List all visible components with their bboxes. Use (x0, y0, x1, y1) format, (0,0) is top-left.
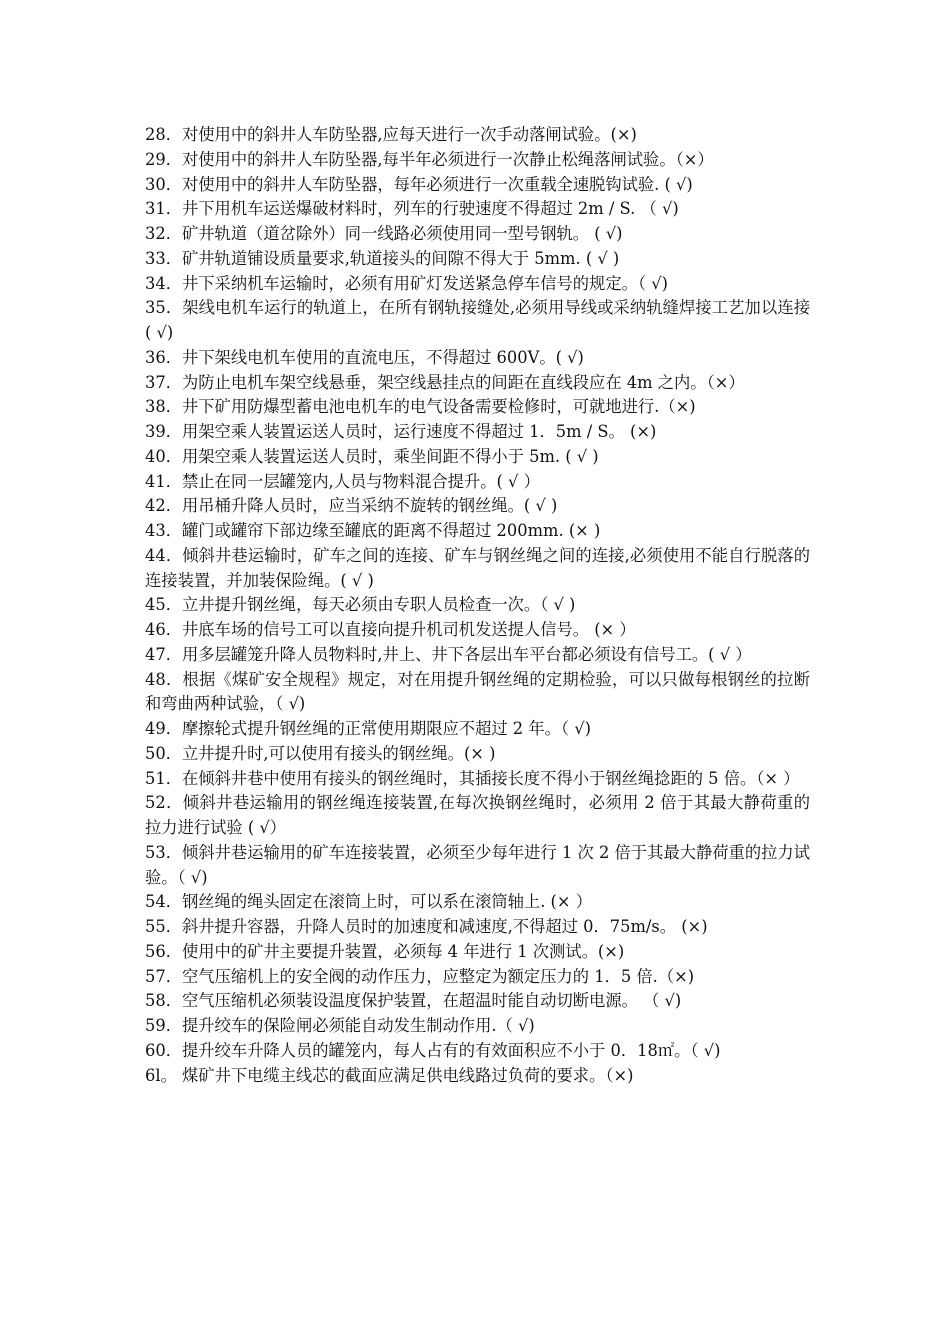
question-item: 43．罐门或罐帘下部边缘至罐底的距离不得超过 200mm. (× ) (145, 521, 601, 540)
question-item: 40．用架空乘人装置运送人员时，乘坐间距不得小于 5m. ( √ ) (145, 446, 599, 466)
question-item: 57．空气压缩机上的安全阀的动作压力，应整定为额定压力的 1．5 倍.（×) (145, 966, 695, 986)
question-item: 42．用吊桶升降人员时，应当采纳不旋转的钢丝绳。( √ ) (145, 496, 558, 516)
question-item: 6l。 煤矿井下电缆主线芯的截面应满足供电线路过负荷的要求。（×) (145, 1065, 634, 1085)
question-item: 56．使用中的矿井主要提升装置，必须每 4 年进行 1 次测试。(×) (145, 941, 625, 961)
question-item: 34．井下采纳机车运输时，必须有用矿灯发送紧急停车信号的规定。（ √) (145, 273, 668, 293)
question-item: 36．井下架线电机车使用的直流电压，不得超过 600V。( √) (145, 347, 584, 367)
question-item: 31．井下用机车运送爆破材料时，列车的行驶速度不得超过 2m / S. （ √) (145, 199, 679, 219)
question-item: 29．对使用中的斜井人车防坠器,每半年必须进行一次静止松绳落闸试验。（×） (145, 149, 714, 169)
question-item: 39．用架空乘人装置运送人员时，运行速度不得超过 1．5m / S。 (×) (145, 422, 657, 441)
question-item: 47．用多层罐笼升降人员物料时,井上、井下各层出车平台都必须设有信号工。( √ ） (145, 644, 752, 664)
question-item: 44．倾斜井巷运输时，矿车之间的连接、矿车与钢丝绳之间的连接,必须使用不能自行脱落的连接装置，并加装保险绳。( √ ) (145, 545, 810, 590)
question-item: 35．架线电机车运行的轨道上，在所有钢轨接缝处,必须用导线或采纳轨缝焊接工艺加以连接 ( √) (145, 298, 810, 342)
question-item: 45．立井提升钢丝绳，每天必须由专职人员检查一次。（ √ ) (145, 595, 576, 615)
question-item: 32．矿井轨道（道岔除外）同一线路必须使用同一型号钢轨。 ( √) (145, 224, 623, 243)
question-item: 55．斜井提升容器，升降人员时的加速度和减速度,不得超过 0．75m/s。 (×) (145, 917, 708, 936)
question-item: 30．对使用中的斜井人车防坠器，每年必须进行一次重载全速脱钩试验. ( √) (145, 174, 693, 194)
question-item: 59．提升绞车的保险闸必须能自动发生制动作用.（ √) (145, 1016, 535, 1035)
question-item: 60．提升绞车升降人员的罐笼内，每人占有的有效面积应不小于 0．18㎡。（ √) (145, 1040, 721, 1060)
question-list (145, 123, 810, 1088)
question-item: 49．摩擦轮式提升钢丝绳的正常使用期限应不超过 2 年。（ √) (145, 719, 591, 738)
question-item: 50．立井提升时,可以使用有接头的钢丝绳。(× ) (145, 743, 496, 763)
question-item: 51．在倾斜井巷中使用有接头的钢丝绳时，其插接长度不得小于钢丝绳捻距的 5 倍。（× ） (145, 768, 800, 788)
question-item: 28．对使用中的斜井人车防坠器,应每天进行一次手动落闸试验。(×) (145, 125, 637, 144)
question-item: 41．禁止在同一层罐笼内,人员与物料混合提升。( √ ） (145, 471, 540, 491)
question-item: 37．为防止电机车架空线悬垂，架空线悬挂点的间距在直线段应在 4m 之内。（×） (145, 372, 745, 392)
question-item: 48．根据《煤矿安全规程》规定，对在用提升钢丝绳的定期检验，可以只做每根钢丝的拉断和弯曲两种试验，（ √) (145, 669, 810, 714)
question-item: 53．倾斜井巷运输用的矿车连接装置，必须至少每年进行 1 次 2 倍于其最大静荷重的拉力试验。（ √) (145, 842, 810, 887)
question-item: 46．井底车场的信号工可以直接向提升机司机发送提人信号。 (× ） (145, 620, 636, 639)
question-item: 38．井下矿用防爆型蓄电池电机车的电气设备需要检修时，可就地进行.（×) (145, 397, 696, 417)
question-item: 54．钢丝绳的绳头固定在滚筒上时，可以系在滚筒轴上. (× ） (145, 892, 592, 912)
question-item: 33．矿井轨道铺设质量要求,轨道接头的间隙不得大于 5mm. ( √ ) (145, 248, 620, 268)
question-item: 52．倾斜井巷运输用的钢丝绳连接装置,在每次换钢丝绳时，必须用 2 倍于其最大静荷重的拉力进行试验 ( √） (145, 793, 810, 837)
question-item: 58．空气压缩机必须装设温度保护装置，在超温时能自动切断电源。 （ √) (145, 991, 682, 1011)
